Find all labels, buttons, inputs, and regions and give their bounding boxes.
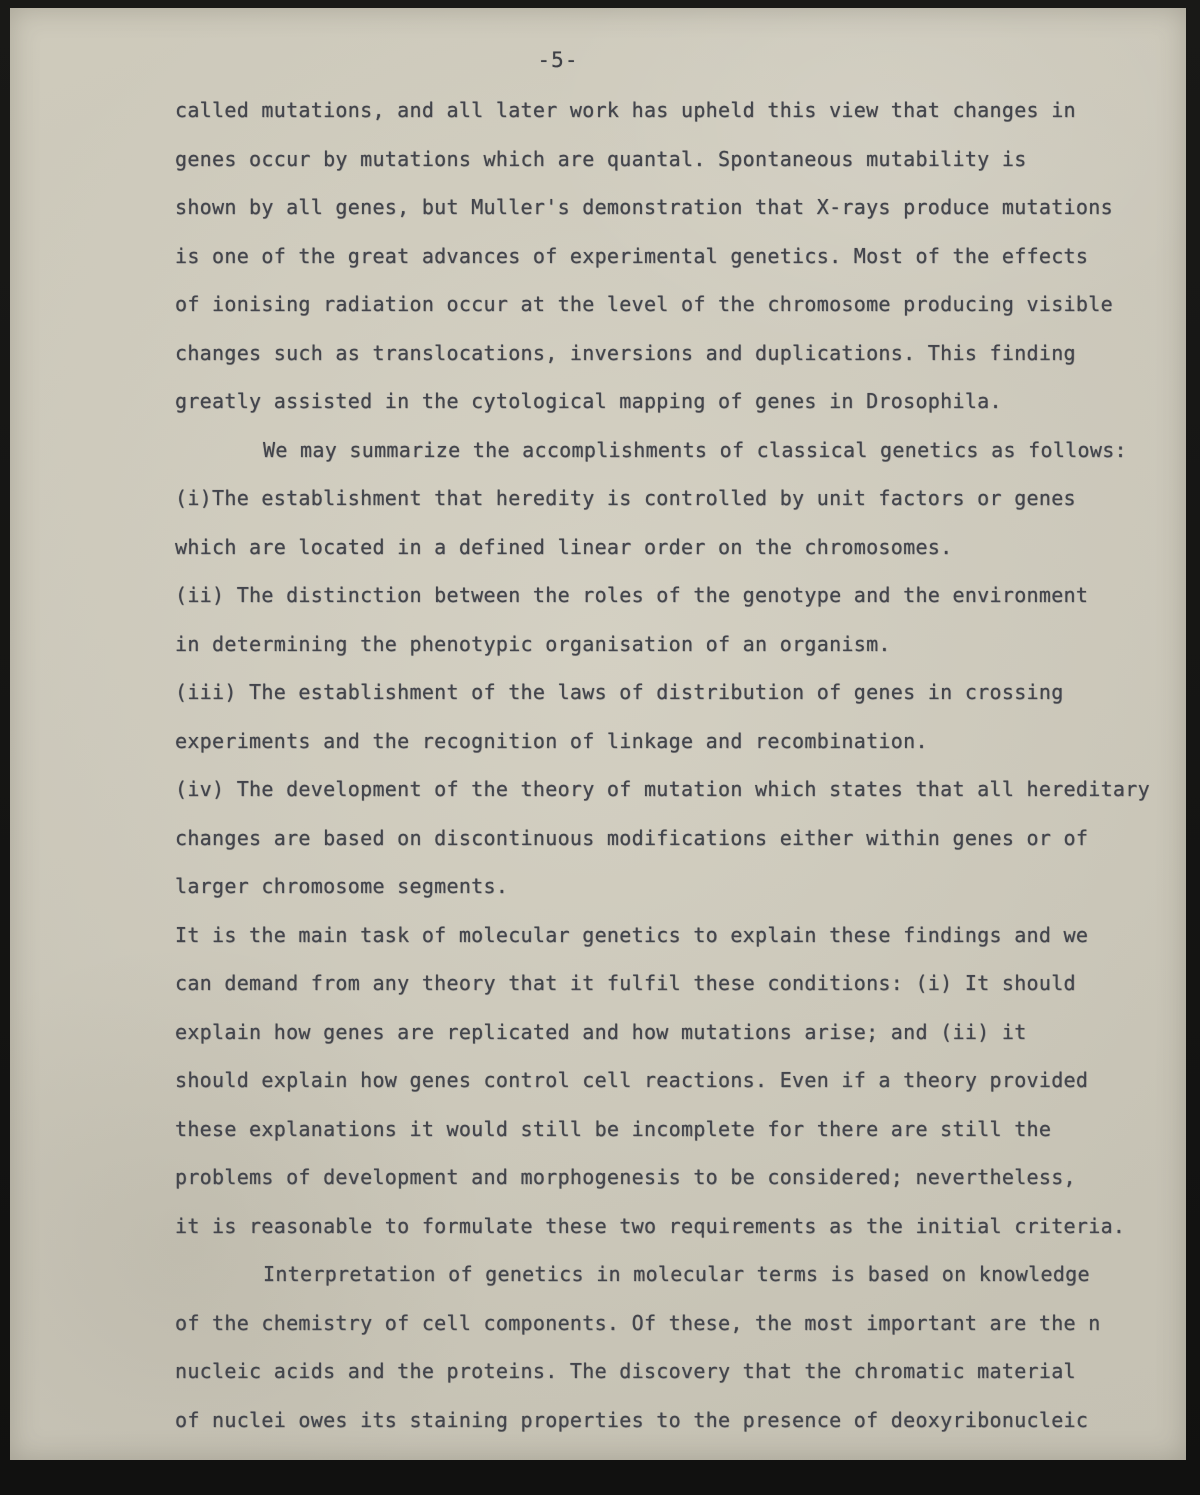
text-line: in determining the phenotypic organisation of an organism. bbox=[175, 631, 891, 656]
text-line: changes such as translocations, inversions and duplications. This finding bbox=[175, 340, 1076, 365]
text-line: of ionising radiation occur at the level of the chromosome producing visible bbox=[175, 292, 1113, 316]
text-line: (ii) The distinction between the roles of the genotype and the environment bbox=[175, 583, 1089, 607]
text-line: which are located in a defined linear order on the chromosomes. bbox=[175, 534, 953, 559]
text-line: experiments and the recognition of linkage and recombination. bbox=[175, 728, 928, 753]
text-line: greatly assisted in the cytological mapping of genes in Drosophila. bbox=[175, 389, 1002, 413]
text-line: larger chromosome segments. bbox=[175, 874, 509, 898]
page-number: -5- bbox=[537, 48, 579, 72]
text-line: Interpretation of genetics in molecular terms is based on knowledge bbox=[263, 1262, 1090, 1286]
text-line: We may summarize the accomplishments of classical genetics as follows: bbox=[263, 437, 1127, 462]
document-page bbox=[10, 8, 1186, 1460]
document-body bbox=[175, 86, 1150, 1444]
text-line: of nuclei owes its staining properties to the presence of deoxyribonucleic bbox=[175, 1407, 1089, 1432]
text-line: (i)The establishment that heredity is controlled by unit factors or genes bbox=[175, 486, 1076, 510]
text-line: should explain how genes control cell reactions. Even if a theory provided bbox=[175, 1068, 1089, 1092]
text-line: it is reasonable to formulate these two requirements as the initial criteria. bbox=[175, 1213, 1126, 1238]
text-line: of the chemistry of cell components. Of these, the most important are the n bbox=[175, 1310, 1101, 1335]
text-line: problems of development and morphogenesis to be considered; nevertheless, bbox=[175, 1165, 1076, 1189]
text-line: changes are based on discontinuous modifications either within genes or of bbox=[175, 825, 1089, 850]
text-line: explain how genes are replicated and how mutations arise; and (ii) it bbox=[175, 1019, 1027, 1044]
text-line: can demand from any theory that it fulfil these conditions: (i) It should bbox=[175, 971, 1076, 995]
text-line: nucleic acids and the proteins. The discovery that the chromatic material bbox=[175, 1359, 1076, 1383]
text-line: genes occur by mutations which are quantal. Spontaneous mutability is bbox=[175, 146, 1027, 171]
text-line: It is the main task of molecular genetics to explain these findings and we bbox=[175, 922, 1089, 947]
text-line: shown by all genes, but Muller's demonstration that X-rays produce mutations bbox=[175, 195, 1113, 219]
text-line: is one of the great advances of experimental genetics. Most of the effects bbox=[175, 243, 1089, 268]
text-line: (iii) The establishment of the laws of distribution of genes in crossing bbox=[175, 680, 1064, 704]
text-line: (iv) The development of the theory of mutation which states that all hereditary bbox=[175, 777, 1150, 801]
text-line: these explanations it would still be incomplete for there are still the bbox=[175, 1116, 1052, 1141]
text-line: called mutations, and all later work has upheld this view that changes in bbox=[175, 98, 1076, 122]
